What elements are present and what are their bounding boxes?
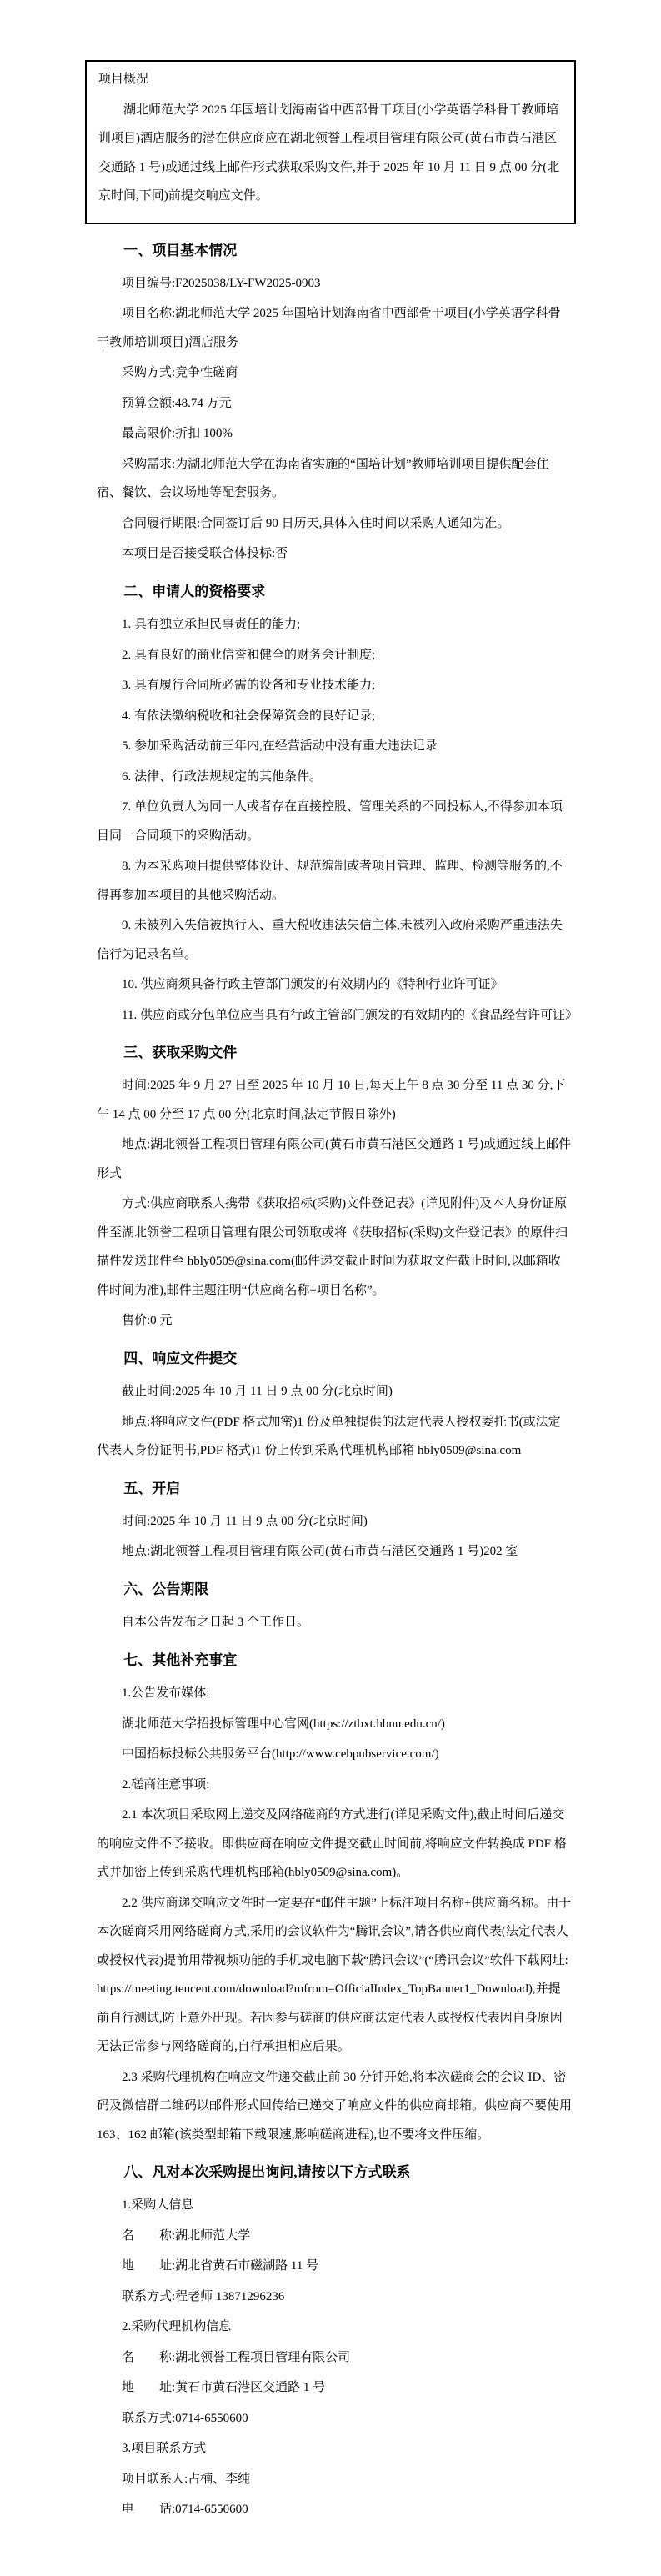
project-contact-persons: 项目联系人:占楠、李纯: [122, 2472, 251, 2486]
negotiation-note-2-1: 2.1 本次项目采取网上递交及网络磋商的方式进行(详见采购文件),截止时间后递交的响应文件不予接收。即供应商在响应文件提交截止时间前,将响应文件转换成 PDF 格式并加密上传到采购代理机构邮箱(hbly0509@sina.com)。: [97, 1808, 567, 1880]
section-heading-contacts: 八、凡对本次采购提出询问,请按以下方式联系: [123, 2164, 411, 2181]
opening-time: 时间:2025 年 10 月 11 日 9 点 00 分(北京时间): [122, 1514, 368, 1528]
purchaser-name: 名 称:湖北师范大学: [122, 2228, 251, 2243]
qualification-item: 1. 具有独立承担民事责任的能力;: [122, 618, 301, 632]
purchaser-address: 地 址:湖北省黄石市磁湖路 11 号: [122, 2259, 319, 2273]
section-heading-supplementary: 七、其他补充事宜: [123, 1651, 238, 1668]
negotiation-notes-label: 2.磋商注意事项:: [122, 1777, 210, 1792]
project-name: 项目名称:湖北师范大学 2025 年国培计划海南省中西部骨干项目(小学英语学科骨干教师培训项目)酒店服务: [97, 307, 561, 349]
qualification-item: 5. 参加采购活动前三年内,在经营活动中没有重大违法记录: [122, 739, 438, 754]
overview-title: 项目概况: [98, 73, 149, 86]
qualification-item: 7. 单位负责人为同一人或者存在直接控股、管理关系的不同投标人,不得参加本项目同一合同项下的采购活动。: [97, 800, 563, 843]
contract-duration: 合同履行期限:合同签订后 90 日历天,具体入住时间以采购人通知为准。: [122, 516, 510, 530]
procurement-method: 采购方式:竞争性磋商: [122, 366, 238, 380]
overview-body: 湖北师范大学 2025 年国培计划海南省中西部骨干项目(小学英语学科骨干教师培训项目)酒店服务的潜在供应商应在湖北领誉工程项目管理有限公司(黄石市黄石港区交通路 1 号)或通过线上邮件形式获取采购文件,并于 2025 年 10 月 11 日 9 点 00 分(北京时间,下同)前提交响应文件。: [98, 103, 560, 203]
purchaser-info-label: 1.采购人信息: [122, 2198, 194, 2213]
qualification-item: 4. 有依法缴纳税收和社会保障资金的良好记录;: [122, 709, 376, 723]
section-heading-response-submission: 四、响应文件提交: [123, 1350, 238, 1366]
publish-media-public-platform: 中国招标投标公共服务平台(http://www.cebpubservice.com/): [122, 1747, 439, 1762]
obtain-time: 时间:2025 年 9 月 27 日至 2025 年 10 月 10 日,每天上午 8 点 30 分至 11 点 30 分,下午 14 点 00 分至 17 点 00 分(北京时间,法定节假日除外): [97, 1079, 566, 1121]
section-basic-info: [97, 238, 573, 569]
opening-location: 地点:湖北领誉工程项目管理有限公司(黄石市黄石港区交通路 1 号)202 室: [122, 1545, 518, 1559]
section-heading-announcement-period: 六、公告期限: [123, 1581, 209, 1597]
purchaser-contact: 联系方式:程老师 13871296236: [122, 2289, 285, 2303]
obtain-location: 地点:湖北领誉工程项目管理有限公司(黄石市黄石港区交通路 1 号)或通过线上邮件形式: [97, 1138, 572, 1180]
section-heading-basic-info: 一、项目基本情况: [123, 242, 238, 258]
qualification-item: 9. 未被列入失信被执行人、重大税收违法失信主体,未被列入政府采购严重违法失信行为记录名单。: [97, 919, 563, 961]
publish-media-university-site: 湖北师范大学招投标管理中心官网(https://ztbxt.hbnu.edu.cn/): [122, 1716, 445, 1731]
qualification-item: 11. 供应商或分包单位应当具有行政主管部门颁发的有效期内的《食品经营许可证》: [122, 1008, 578, 1022]
qualification-item: 3. 具有履行合同所必需的设备和专业技术能力;: [122, 679, 376, 693]
consortium-bidding: 本项目是否接受联合体投标:否: [122, 547, 288, 561]
qualification-item: 8. 为本采购项目提供整体设计、规范编制或者项目管理、监理、检测等服务的,不得再参加本项目的其他采购活动。: [97, 860, 563, 902]
section-supplementary: [97, 1647, 573, 2149]
publish-media-label: 1.公告发布媒体:: [122, 1686, 210, 1701]
qualification-item: 2. 具有良好的商业信誉和健全的财务会计制度;: [122, 648, 376, 662]
budget-amount: 预算金额:48.74 万元: [122, 396, 232, 410]
procurement-requirement: 采购需求:为湖北师范大学在海南省实施的“国培计划”教师培训项目提供配套住宿、餐饮、会议场地等配套服务。: [97, 457, 549, 500]
submission-location: 地点:将响应文件(PDF 格式加密)1 份及单独提供的法定代表人授权委托书(或法定代表人身份证明书,PDF 格式)1 份上传到采购代理机构邮箱 hbly0509@sina.com: [97, 1415, 561, 1458]
section-heading-qualifications: 二、申请人的资格要求: [123, 583, 266, 599]
agency-contact: 联系方式:0714-6550600: [122, 2411, 248, 2425]
project-contact-label: 3.项目联系方式: [122, 2442, 207, 2456]
max-price: 最高限价:折扣 100%: [122, 427, 233, 441]
document-price: 售价:0 元: [122, 1314, 173, 1328]
section-heading-opening: 五、开启: [123, 1480, 181, 1496]
agency-name: 名 称:湖北领誉工程项目管理有限公司: [122, 2350, 351, 2364]
section-response-submission: [97, 1346, 573, 1466]
agency-info-label: 2.采购代理机构信息: [122, 2320, 232, 2334]
section-contacts: [97, 2159, 573, 2524]
section-obtain-documents: [97, 1040, 573, 1336]
project-contact-phone: 电 话:0714-6550600: [122, 2503, 248, 2517]
project-overview-box: [85, 60, 576, 224]
submission-deadline: 截止时间:2025 年 10 月 11 日 9 点 00 分(北京时间): [122, 1385, 393, 1399]
qualification-item: 6. 法律、行政法规规定的其他条件。: [122, 769, 323, 784]
project-number: 项目编号:F2025038/LY-FW2025-0903: [122, 276, 321, 290]
negotiation-note-2-2: 2.2 供应商递交响应文件时一定要在“邮件主题”上标注项目名称+供应商名称。由于本次磋商采用网络磋商方式,采用的会议软件为“腾讯会议”,请各供应商代表(法定代表人或授权代表)提前用带视频功能的手机或电脑下载“腾讯会议”(“腾讯会议”软件下载网址:https://meeting.tencent.com/download?mfrom=OfficialIndex_TopBanner1_Download),并提前自行测试,防止意外出现。若因参与磋商的供应商法定代表人或授权代表因自身原因无法正常参与网络磋商的,自行承担相应后果。: [97, 1896, 572, 2054]
announcement-period-text: 自本公告发布之日起 3 个工作日。: [122, 1616, 310, 1630]
negotiation-note-2-3: 2.3 采购代理机构在响应文件递交截止前 30 分钟开始,将本次磋商会的会议 ID、密码及微信群二维码以邮件形式回传给已递交了响应文件的供应商邮箱。供应商不要使用 163、162 邮箱(该类型邮箱下载限速,影响磋商进程),也不要将文件压缩。: [97, 2070, 573, 2142]
qualification-item: 10. 供应商须具备行政主管部门颁发的有效期内的《特种行业许可证》: [122, 978, 503, 992]
section-opening: [97, 1476, 573, 1566]
section-qualifications: [97, 579, 578, 1030]
section-heading-obtain-documents: 三、获取采购文件: [123, 1045, 238, 1061]
agency-address: 地 址:黄石市黄石港区交通路 1 号: [122, 2381, 326, 2395]
section-announcement-period: [97, 1576, 573, 1637]
obtain-method: 方式:供应商联系人携带《获取招标(采购)文件登记表》(详见附件)及本人身份证原件至湖北领誉工程项目管理有限公司领取或将《获取招标(采购)文件登记表》的原件扫描件发送邮件至 hbly0509@sina.com(邮件递交截止时间为获取文件截止时间,以邮箱收件时间为准),邮件主题注明“供应商名称+项目名称”。: [97, 1197, 568, 1297]
